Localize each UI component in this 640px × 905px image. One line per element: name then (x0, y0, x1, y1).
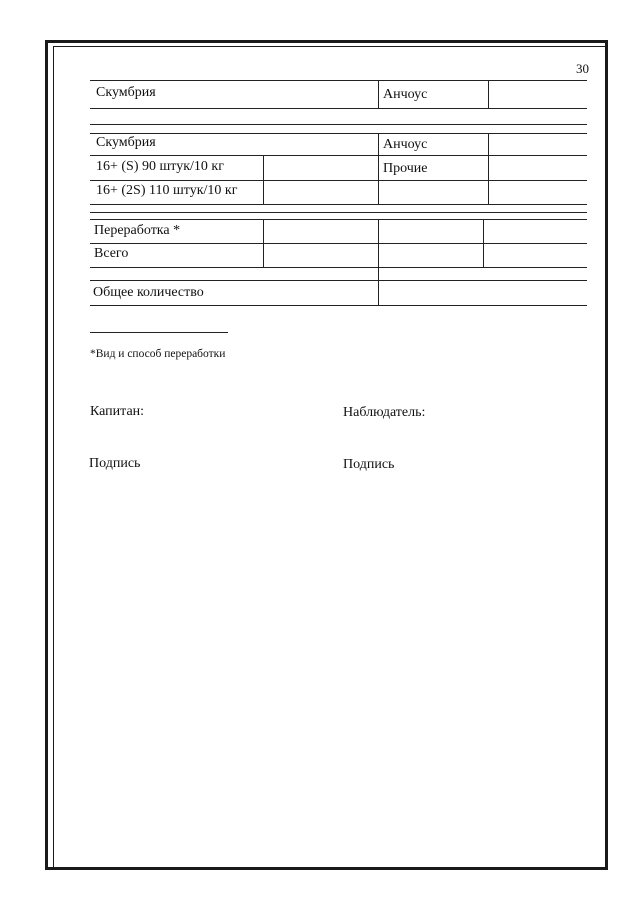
table-line (488, 133, 489, 204)
observer-signature-label: Подпись (343, 457, 395, 472)
table-line (378, 80, 379, 108)
cell-size-2s: 16+ (2S) 110 штук/10 кг (96, 183, 238, 198)
table-line (90, 124, 587, 125)
cell-anchovy-1: Анчоус (383, 87, 428, 102)
table-line (263, 219, 264, 267)
table-line (90, 280, 587, 281)
cell-mackerel-2: Скумбрия (96, 135, 156, 150)
table-line (488, 80, 489, 108)
table-line (90, 219, 587, 220)
captain-signature-label: Подпись (89, 456, 141, 471)
table-line (483, 219, 484, 267)
table-line (378, 219, 379, 305)
page-number: 30 (576, 61, 589, 76)
table-line (90, 305, 587, 306)
observer-label: Наблюдатель: (343, 405, 426, 420)
table-line (378, 133, 379, 204)
table-line (263, 155, 264, 204)
cell-total: Всего (94, 246, 129, 261)
table-line (90, 204, 587, 205)
table-line (90, 133, 587, 134)
cell-processing: Переработка * (94, 223, 181, 238)
table-line (90, 108, 587, 109)
cell-mackerel-1: Скумбрия (96, 85, 156, 100)
table-line (90, 155, 587, 156)
table-line (90, 180, 587, 181)
captain-label: Капитан: (90, 404, 145, 419)
cell-other: Прочие (383, 161, 428, 176)
cell-grand-total: Общее количество (93, 285, 204, 300)
table-line (90, 80, 587, 81)
footnote-separator (90, 332, 228, 333)
table-line (90, 267, 587, 268)
cell-size-s: 16+ (S) 90 штук/10 кг (96, 159, 224, 174)
cell-anchovy-2: Анчоус (383, 137, 428, 152)
table-line (90, 243, 587, 244)
footnote: *Вид и способ переработки (90, 348, 226, 360)
table-line (90, 212, 587, 213)
